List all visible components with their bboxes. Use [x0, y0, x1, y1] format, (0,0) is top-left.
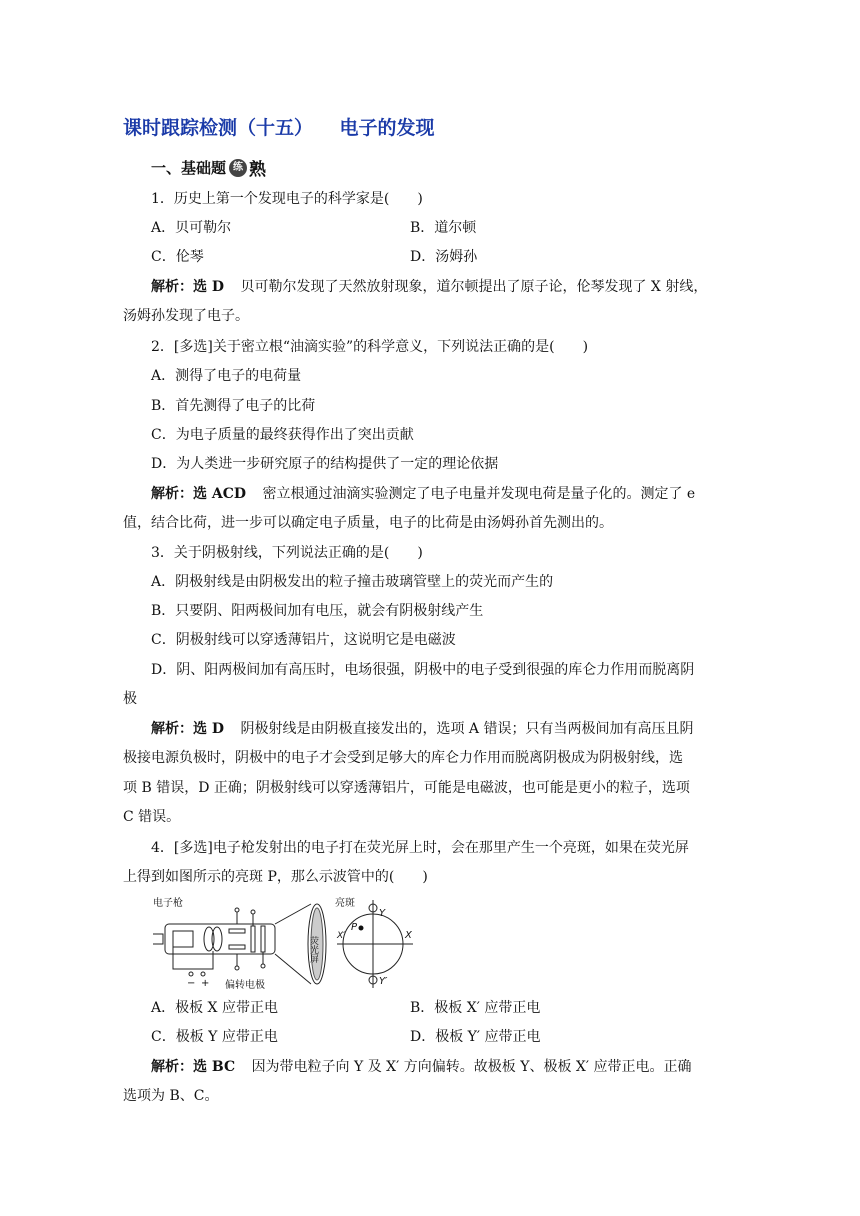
q3-option-a: A．阴极射线是由阴极发出的粒子撞击玻璃管壁上的荧光而产生的 — [151, 574, 554, 590]
label-minus: − — [187, 978, 196, 989]
q1-answer-line1 — [151, 277, 707, 297]
q4-answer-label: 解析：选 BC — [151, 1059, 236, 1075]
q3-stem: 3．关于阴极射线，下列说法正确的是( ) — [151, 545, 423, 561]
q2-answer-label: 解析：选 ACD — [151, 486, 247, 502]
q4-option-a: A．极板 X 应带正电 — [151, 1000, 278, 1016]
q3-answer-label: 解析：选 D — [151, 721, 225, 737]
q3-answer-line3: 项 B 错误，D 正确；阴极射线可以穿透薄铝片，可能是电磁波，也可能是更小的粒子，选项 — [123, 780, 690, 796]
q3-option-d-line2: 极 — [123, 691, 137, 707]
page-title: 课时跟踪检测（十五） 电子的发现 — [123, 117, 435, 139]
q1-option-a: A．贝可勒尔 — [151, 220, 232, 236]
label-p: P — [351, 922, 358, 933]
plate-y-prime — [229, 945, 245, 949]
q1-option-d: D．汤姆孙 — [410, 249, 478, 265]
q4-stem-line2: 上得到如图所示的亮斑 P，那么示波管中的( ) — [123, 869, 428, 885]
q4-option-b: B．极板 X′ 应带正电 — [410, 1000, 541, 1016]
q3-answer-line1 — [151, 719, 693, 739]
q3-option-d-line1: D．阴、阳两极间加有高压时，电场很强，阴极中的电子受到很强的库仑力作用而脱离阴 — [151, 662, 695, 678]
q4-option-c: C．极板 Y 应带正电 — [151, 1029, 278, 1045]
plate-x — [251, 926, 255, 952]
q4-answer-text1: 因为带电粒子向 Y 及 X′ 方向偏转。故极板 Y、极板 X′ 应带正电。正确 — [251, 1059, 692, 1075]
q3-answer-line4: C 错误。 — [123, 809, 181, 825]
q2-answer-text1: 密立根通过油滴实验测定了电子电量并发现电荷是量子化的。测定了 e — [262, 486, 696, 502]
label-bright-spot: 亮斑 — [335, 898, 355, 909]
terminal-y-prime — [235, 966, 239, 970]
terminal-x-prime — [261, 964, 265, 968]
terminal-x — [251, 910, 255, 914]
q4-option-d: D．极板 Y′ 应带正电 — [410, 1029, 541, 1045]
q2-option-c: C．为电子质量的最终获得作出了突出贡献 — [151, 427, 414, 443]
section-heading — [151, 155, 266, 180]
q4-answer-line2: 选项为 B、C。 — [123, 1088, 219, 1104]
q3-answer-text1: 阴极射线是由阴极直接发出的，选项 A 错误；只有当两极间加有高压且阴 — [240, 721, 694, 737]
q2-answer-line2: 值，结合比荷，进一步可以确定电子质量，电子的比荷是由汤姆孙首先测出的。 — [123, 515, 613, 531]
q2-option-a: A．测得了电子的电荷量 — [151, 368, 302, 384]
plate-wires — [237, 912, 263, 966]
terminal-minus — [189, 972, 193, 976]
label-x-prime: X′ — [337, 931, 346, 941]
q1-stem: 1．历史上第一个发现电子的科学家是( ) — [151, 191, 423, 207]
q2-option-b: B．首先测得了电子的比荷 — [151, 398, 316, 414]
q2-stem: 2．[多选]关于密立根“油滴实验”的科学意义，下列说法正确的是( ) — [151, 339, 589, 355]
section-badge-circle: 练 — [229, 159, 247, 177]
q1-option-c: C．伦琴 — [151, 249, 204, 265]
label-deflection-plates: 偏转电极 — [225, 980, 265, 990]
bright-spot-p — [359, 926, 364, 931]
label-plus: + — [201, 978, 210, 989]
q3-option-b: B．只要阴、阳两极间加有电压，就会有阴极射线产生 — [151, 603, 484, 619]
label-electron-gun: 电子枪 — [153, 898, 183, 909]
section-label: 一、基础题 — [151, 159, 227, 177]
label-y-prime: Y′ — [379, 976, 388, 987]
label-screen: 荧光屏 — [308, 936, 318, 963]
tube-flare — [275, 904, 311, 984]
q3-answer-line2: 极接电源负极时，阴极中的电子才会受到足够大的库仑力作用而脱离阴极成为阴极射线，选 — [123, 750, 683, 766]
q1-option-b: B．道尔顿 — [410, 220, 477, 236]
plate-x-prime — [261, 926, 265, 952]
q1-answer-line2: 汤姆孙发现了电子。 — [123, 308, 249, 324]
plate-y — [229, 929, 245, 933]
q4-answer-line1 — [151, 1057, 692, 1077]
terminal-plus — [201, 972, 205, 976]
q1-answer-text1: 贝可勒尔发现了天然放射现象，道尔顿提出了原子论，伦琴发现了 X 射线， — [240, 279, 708, 295]
q2-answer-line1 — [151, 484, 695, 504]
cathode — [173, 931, 193, 947]
oscilloscope-tube-diagram — [151, 896, 421, 990]
cathode-connector — [153, 934, 163, 944]
section-badge-text: 熟 — [249, 160, 267, 180]
label-y: Y — [379, 908, 386, 919]
q2-option-d: D．为人类进一步研究原子的结构提供了一定的理论依据 — [151, 456, 499, 472]
q4-stem-line1: 4．[多选]电子枪发射出的电子打在荧光屏上时，会在那里产生一个亮斑，如果在荧光屏 — [151, 840, 689, 856]
terminal-y — [235, 908, 239, 912]
q3-option-c: C．阴极射线可以穿透薄铝片，这说明它是电磁波 — [151, 632, 456, 648]
q1-answer-label: 解析：选 D — [151, 279, 225, 295]
label-x: X — [405, 930, 412, 941]
